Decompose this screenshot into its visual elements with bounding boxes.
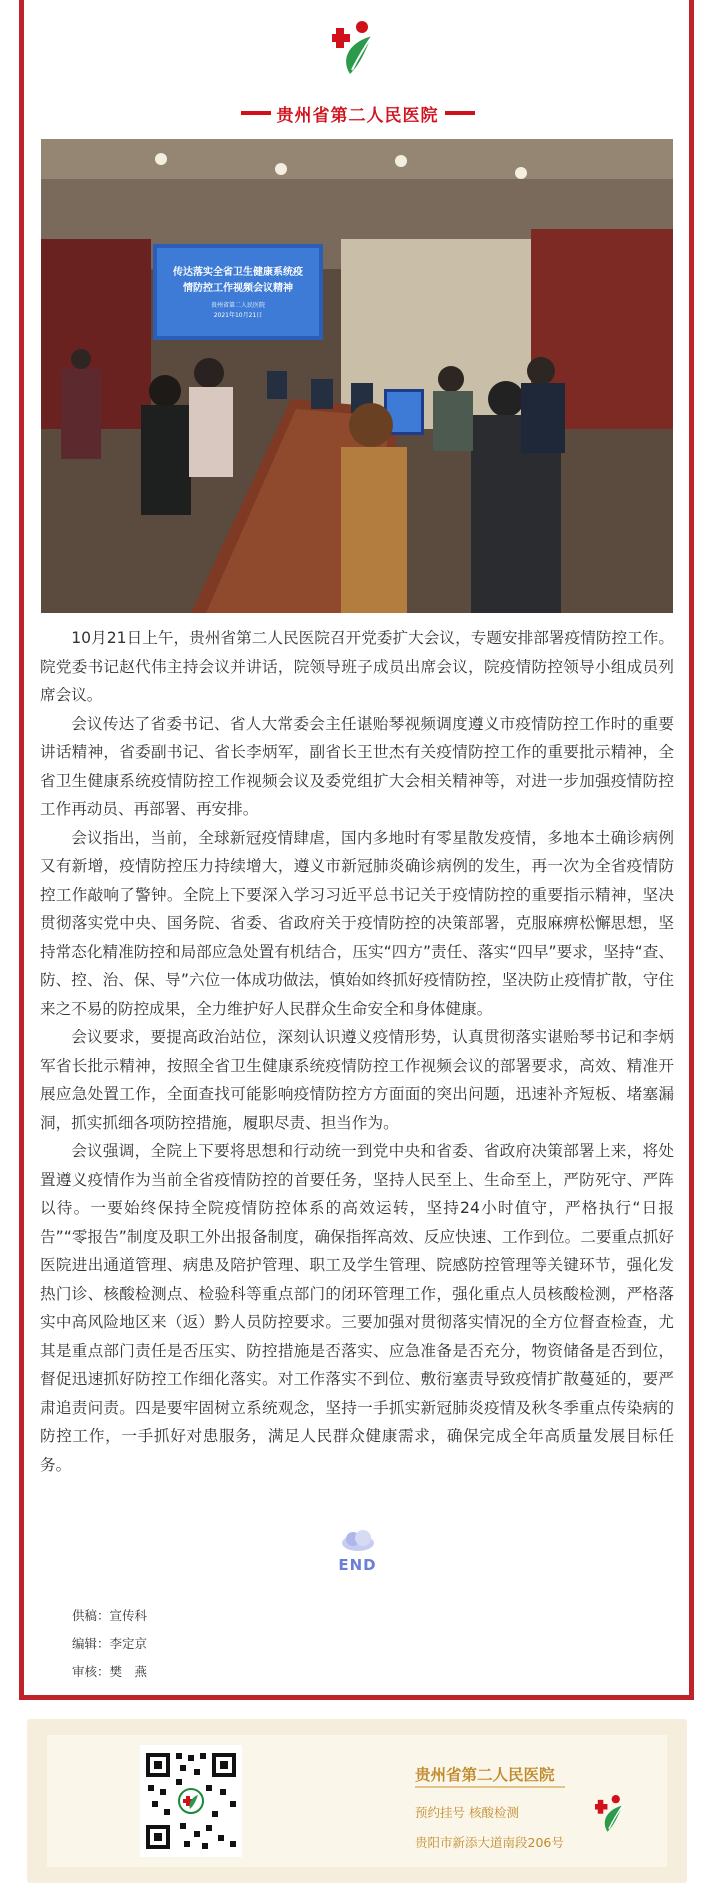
cloud-icon [338, 1528, 378, 1552]
credit-label: 编辑： [72, 1636, 110, 1651]
footer-divider [415, 1786, 565, 1788]
qr-code-icon[interactable] [140, 1745, 242, 1857]
end-mark [0, 1528, 715, 1574]
credit-label: 供稿： [72, 1608, 110, 1623]
credits [72, 1602, 147, 1686]
hospital-cross-leaf-icon [595, 1791, 631, 1835]
article-paragraph: 会议指出，当前，全球新冠疫情肆虐，国内多地时有零星散发疫情，多地本土确诊病例又有新增，疫情防控压力持续增大，遵义市新冠肺炎确诊病例的发生，再一次为全省疫情防控工作敲响了警钟。全院上下要深入学习习近平总书记关于疫情防控的重要指示精神，坚决贯彻落实党中央、国务院、省委、省政府关于疫情防控的决策部署，克服麻痹松懈思想，坚持常态化精准防控和局部应急处置有机结合，压实“四方”责任、落实“四早”要求，坚持“查、防、控、治、保、导”六位一体成功做法，慎始如终抓好疫情防控，坚决防止疫情扩散，守住来之不易的防控成果，全力维护好人民群众生命安全和身体健康。 [40, 828, 674, 1018]
screen-org: 贵州省第二人民医院 [210, 302, 266, 309]
credit-value: 宣传科 [109, 1608, 148, 1623]
footer-services: 预约挂号 核酸检测 [415, 1805, 519, 1820]
article-paragraph: 会议强调，全院上下要将思想和行动统一到党中央和省委、省政府决策部署上来，将处置遵义疫情作为当前全省疫情防控的首要任务，坚持人民至上、生命至上，严防死守、严阵以待。一要始终保持全院疫情防控体系的高效运转，坚持24小时值守，严格执行“日报告”“零报告”制度及职工外出报备制度，确保指挥高效、反应快速、工作到位。二要重点抓好医院进出通道管理、病患及陪护管理、职工及学生管理、院感防控管理等关键环节，强化发热门诊、核酸检测点、检验科等重点部门的闭环管理工作，强化重点人员核酸检测，严格落实中高风险地区来（返）黔人员防控要求。三要加强对贯彻落实情况的全方位督查检查，尤其是重点部门责任是否压实、防控措施是否落实、应急准备是否充分，物资储备是否到位，督促迅速抓好防控工作细化落实。对工作落实不到位、敷衍塞责导致疫情扩散蔓延的，要严肃追责问责。四是要牢固树立系统观念，坚持一手抓实新冠肺炎疫情及秋冬季重点传染病的防控工作，一手抓好对患服务，满足人民群众健康需求，确保完成全年高质量发展目标任务。 [40, 1142, 674, 1474]
meeting-photo [41, 139, 673, 613]
screen-date: 2021年10月21日 [213, 312, 263, 319]
footer-inner [47, 1735, 667, 1867]
credit-label: 审核： [72, 1664, 110, 1679]
article-paragraph: 10月21日上午，贵州省第二人民医院召开党委扩大会议，专题安排部署疫情防控工作。院党委书记赵代伟主持会议并讲话，院领导班子成员出席会议，院疫情防控领导小组成员列席会议。 [40, 629, 674, 704]
article-paragraph: 会议传达了省委书记、省人大常委会主任谌贻琴视频调度遵义市疫情防控工作时的重要讲话精神，省委副书记、省长李炳军，副省长王世杰有关疫情防控工作的重要批示精神，全省卫生健康系统疫情防控工作视频会议及委党组扩大会相关精神等，对进一步加强疫情防控工作再动员、再部署、再安排。 [40, 714, 674, 818]
title-right-rule [445, 111, 475, 115]
credit-value: 樊 燕 [109, 1664, 148, 1679]
article-paragraph: 会议要求，要提高政治站位，深刻认识遵义疫情形势，认真贯彻落实谌贻琴书记和李炳军省长批示精神，按照全省卫生健康系统疫情防控工作视频会议的部署要求，高效、精准开展应急处置工作，全面查找可能影响疫情防控方方面面的突出问题，迅速补齐短板、堵塞漏洞，抓实抓细各项防控措施，履职尽责、担当作为。 [40, 1028, 674, 1132]
page-title: 贵州省第二人民医院 [276, 105, 439, 126]
screen-headline-1: 传达落实全省卫生健康系统疫 [173, 267, 303, 278]
credit-line [72, 1658, 147, 1686]
footer-address: 贵阳市新添大道南段206号 [415, 1835, 564, 1850]
footer-hospital-name: 贵州省第二人民医院 [415, 1766, 555, 1784]
credit-value: 李定京 [109, 1636, 148, 1651]
hospital-title-bar [0, 100, 715, 126]
screen-headline-2: 情防控工作视频会议精神 [183, 283, 293, 294]
title-left-rule [241, 111, 271, 115]
footer-card [27, 1719, 687, 1883]
credit-line [72, 1602, 147, 1630]
hospital-cross-leaf-icon [332, 18, 384, 76]
article-body [40, 624, 674, 1479]
end-label: END [338, 1556, 377, 1574]
credit-line [72, 1630, 147, 1658]
